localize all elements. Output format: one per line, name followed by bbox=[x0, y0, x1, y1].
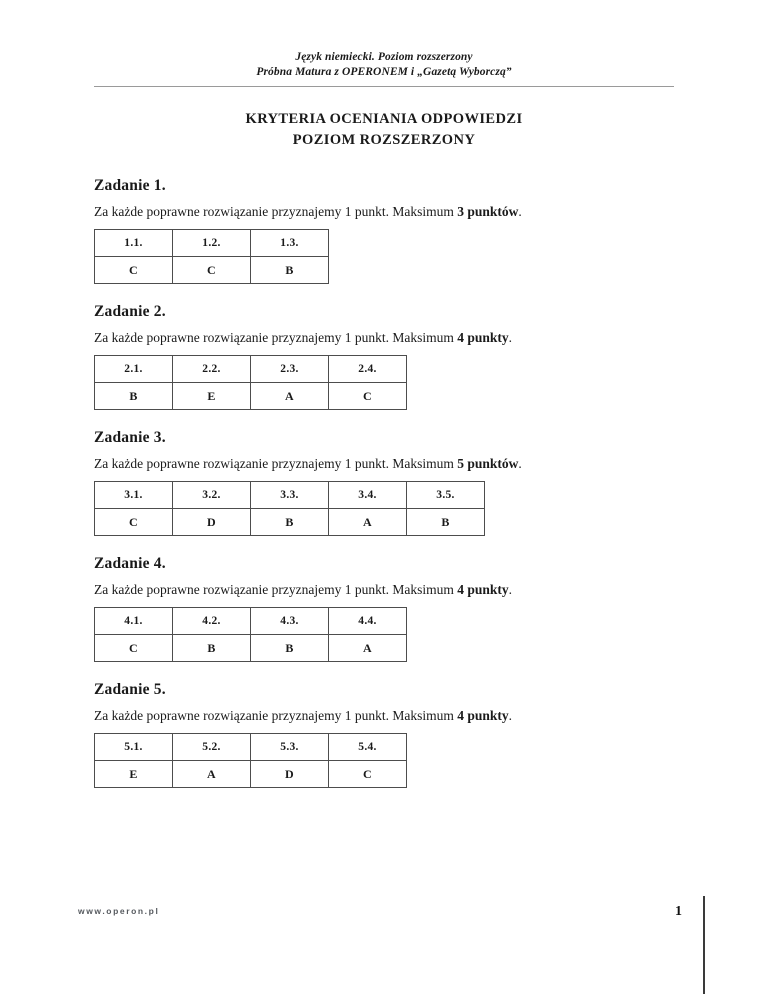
task-description-5-suffix: . bbox=[508, 708, 513, 723]
task-description-1-points: 3 punktów bbox=[457, 204, 519, 219]
task-description-2 bbox=[94, 329, 674, 346]
answer-value-cell: B bbox=[407, 509, 485, 536]
answer-table-1 bbox=[94, 229, 329, 284]
task-description-4-points: 4 punkty bbox=[457, 582, 509, 597]
answer-value-cell: A bbox=[329, 635, 407, 662]
answer-header-cell: 4.3. bbox=[251, 608, 329, 635]
answer-value-cell: D bbox=[173, 509, 251, 536]
answer-header-cell: 1.3. bbox=[251, 230, 329, 257]
table-row bbox=[95, 635, 407, 662]
answer-table-5 bbox=[94, 733, 407, 788]
table-row bbox=[95, 509, 485, 536]
answer-value-cell: E bbox=[173, 383, 251, 410]
answer-header-cell: 2.4. bbox=[329, 356, 407, 383]
answer-header-cell: 1.1. bbox=[95, 230, 173, 257]
task-description-5-points: 4 punkty bbox=[457, 708, 509, 723]
answer-header-cell: 4.4. bbox=[329, 608, 407, 635]
answer-value-cell: A bbox=[251, 383, 329, 410]
table-row bbox=[95, 257, 329, 284]
page-title-line-1: KRYTERIA OCENIANIA ODPOWIEDZI bbox=[245, 111, 523, 127]
task-heading-5: Zadanie 5. bbox=[94, 681, 166, 698]
task-description-4-suffix: . bbox=[508, 582, 513, 597]
answer-value-cell: C bbox=[95, 509, 173, 536]
task-description-5-prefix: Za każde poprawne rozwiązanie przyznajemy 1 punkt. Maksimum bbox=[94, 708, 458, 723]
document-content bbox=[94, 151, 674, 788]
task-heading-1: Zadanie 1. bbox=[94, 177, 166, 194]
task-description-1-prefix: Za każde poprawne rozwiązanie przyznajemy 1 punkt. Maksimum bbox=[94, 204, 458, 219]
task-description-2-prefix: Za każde poprawne rozwiązanie przyznajemy 1 punkt. Maksimum bbox=[94, 330, 458, 345]
answer-table-4 bbox=[94, 607, 407, 662]
answer-header-cell: 4.2. bbox=[173, 608, 251, 635]
task-description-4-prefix: Za każde poprawne rozwiązanie przyznajemy 1 punkt. Maksimum bbox=[94, 582, 458, 597]
answer-table-3 bbox=[94, 481, 485, 536]
answer-header-cell: 2.2. bbox=[173, 356, 251, 383]
answer-value-cell: C bbox=[95, 257, 173, 284]
answer-header-cell: 3.4. bbox=[329, 482, 407, 509]
answer-value-cell: B bbox=[95, 383, 173, 410]
answer-header-cell: 3.2. bbox=[173, 482, 251, 509]
task-heading-2: Zadanie 2. bbox=[94, 303, 166, 320]
table-row bbox=[95, 761, 407, 788]
document-header bbox=[0, 0, 768, 87]
header-divider bbox=[94, 86, 674, 87]
task-description-4 bbox=[94, 581, 674, 598]
answer-header-cell: 2.1. bbox=[95, 356, 173, 383]
answer-value-cell: C bbox=[173, 257, 251, 284]
answer-header-cell: 3.5. bbox=[407, 482, 485, 509]
page-edge-marker bbox=[703, 896, 705, 994]
table-row bbox=[95, 356, 407, 383]
answer-value-cell: C bbox=[329, 383, 407, 410]
answer-value-cell: B bbox=[173, 635, 251, 662]
answer-value-cell: A bbox=[329, 509, 407, 536]
task-heading-3: Zadanie 3. bbox=[94, 429, 166, 446]
answer-value-cell: C bbox=[329, 761, 407, 788]
answer-value-cell: B bbox=[251, 635, 329, 662]
answer-value-cell: C bbox=[95, 635, 173, 662]
table-row bbox=[95, 734, 407, 761]
answer-header-cell: 3.1. bbox=[95, 482, 173, 509]
answer-value-cell: D bbox=[251, 761, 329, 788]
table-row bbox=[95, 482, 485, 509]
task-section-1 bbox=[94, 177, 674, 284]
table-row bbox=[95, 383, 407, 410]
task-section-4 bbox=[94, 555, 674, 662]
answer-header-cell: 5.2. bbox=[173, 734, 251, 761]
task-description-1-suffix: . bbox=[518, 204, 522, 219]
table-row bbox=[95, 230, 329, 257]
answer-value-cell: B bbox=[251, 257, 329, 284]
task-description-2-suffix: . bbox=[508, 330, 513, 345]
answer-header-cell: 5.4. bbox=[329, 734, 407, 761]
header-exam-line: Próbna Matura z OPERONEM i „Gazetą Wyborczą” bbox=[256, 66, 512, 78]
task-description-3-prefix: Za każde poprawne rozwiązanie przyznajemy 1 punkt. Maksimum bbox=[94, 456, 458, 471]
answer-value-cell: B bbox=[251, 509, 329, 536]
answer-header-cell: 2.3. bbox=[251, 356, 329, 383]
task-description-3-suffix: . bbox=[518, 456, 522, 471]
task-description-5 bbox=[94, 707, 674, 724]
task-section-3 bbox=[94, 429, 674, 536]
answer-header-cell: 3.3. bbox=[251, 482, 329, 509]
page-title-line-2: POZIOM ROZSZERZONY bbox=[292, 132, 476, 148]
task-description-1 bbox=[94, 203, 674, 220]
answer-header-cell: 5.1. bbox=[95, 734, 173, 761]
document-footer bbox=[0, 884, 768, 994]
answer-value-cell: A bbox=[173, 761, 251, 788]
task-description-3-points: 5 punktów bbox=[457, 456, 519, 471]
page-number: 1 bbox=[675, 904, 682, 919]
answer-value-cell: E bbox=[95, 761, 173, 788]
answer-header-cell: 5.3. bbox=[251, 734, 329, 761]
answer-header-cell: 4.1. bbox=[95, 608, 173, 635]
answer-table-2 bbox=[94, 355, 407, 410]
task-description-3 bbox=[94, 455, 674, 472]
task-section-5 bbox=[94, 681, 674, 788]
answer-header-cell: 1.2. bbox=[173, 230, 251, 257]
header-subject-line: Język niemiecki. Poziom rozszerzony bbox=[295, 51, 473, 63]
task-heading-4: Zadanie 4. bbox=[94, 555, 166, 572]
task-description-2-points: 4 punkty bbox=[457, 330, 509, 345]
page-title bbox=[0, 109, 768, 151]
footer-website-url: www.operon.pl bbox=[78, 906, 160, 916]
task-section-2 bbox=[94, 303, 674, 410]
table-row bbox=[95, 608, 407, 635]
